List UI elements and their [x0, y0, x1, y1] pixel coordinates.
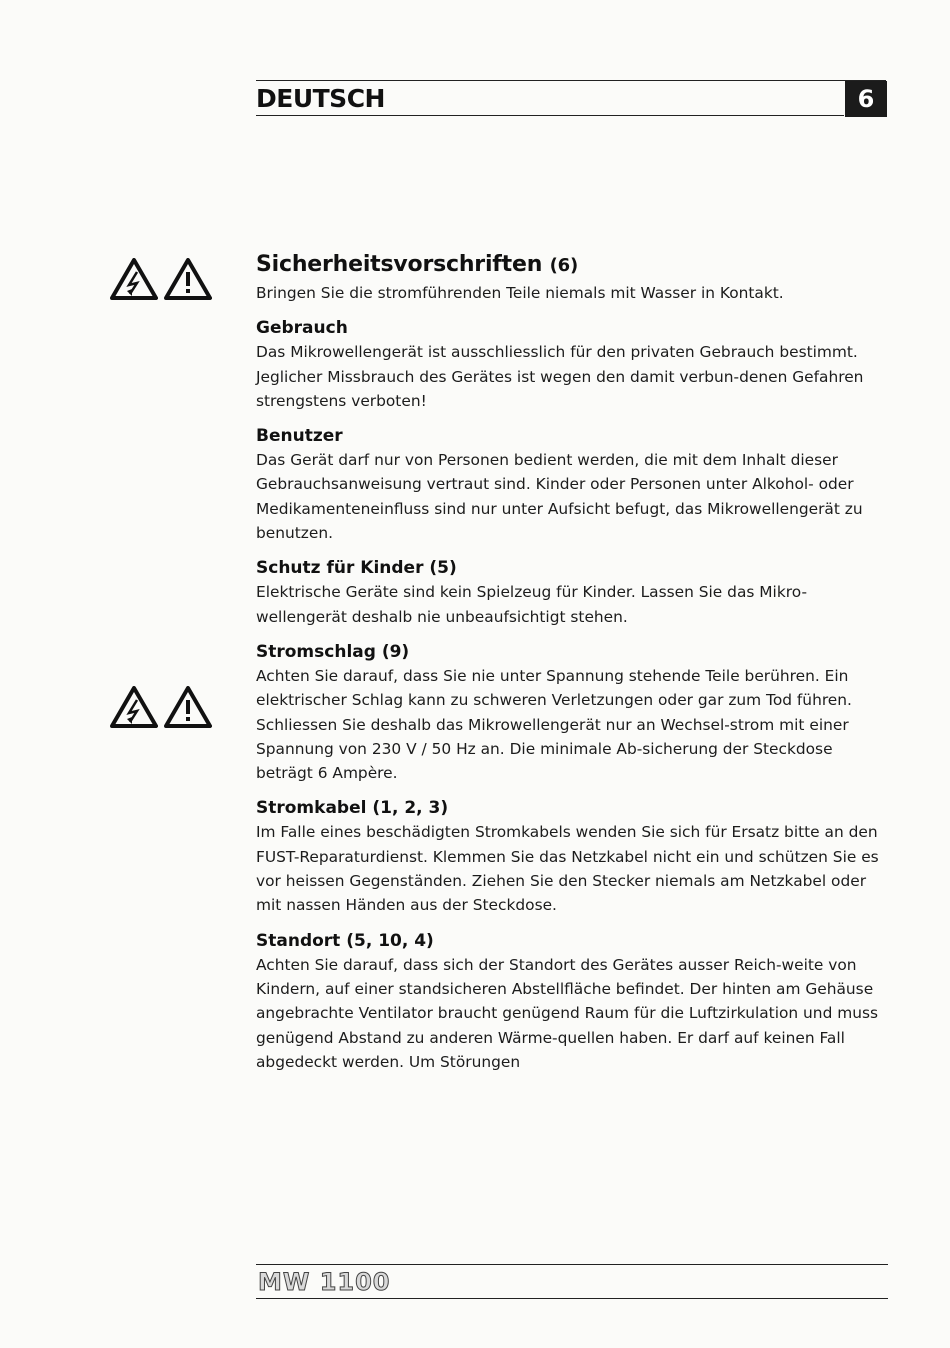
section-text: Das Mikrowellengerät ist ausschliesslich für den privaten Gebrauch bestimmt. Jeglicher Missbrauch des Gerätes ist wegen den damit verbun-denen Gefahren strengstens verboten! — [256, 343, 864, 410]
general-warning-icon — [164, 686, 212, 728]
section-stromkabel — [256, 798, 890, 917]
header-bottom-rule — [256, 115, 844, 116]
footer-top-rule — [256, 1264, 888, 1265]
section-title: Stromschlag (9) — [256, 641, 410, 662]
footer-bottom-rule — [256, 1298, 888, 1299]
section-schutz-fuer-kinder — [256, 558, 890, 629]
section-text: Achten Sie darauf, dass sich der Standort des Gerätes ausser Reich-weite von Kindern, auf einer standsicheren Abstellfläche befindet. Der hinten am Gehäuse angebrachte Ventilator braucht genügend Raum für die Luftzirkulation und muss genügend Abstand zu anderen Wärme-quellen haben. Er darf auf keinen Fall abgedeckt werden. Um Störungen — [256, 955, 879, 1071]
page-title: Sicherheitsvorschriften (6) — [256, 252, 579, 277]
page-number-badge: 6 — [845, 81, 887, 117]
header-top-rule — [256, 80, 886, 81]
electric-shock-warning-icon — [110, 686, 158, 728]
section-title: Standort (5, 10, 4) — [256, 930, 434, 951]
electric-shock-warning-icon — [110, 258, 158, 300]
section-text: Achten Sie darauf, dass Sie nie unter Spannung stehende Teile berühren. Ein elektrischer Schlag kann zu schweren Verletzungen oder gar zum Tod führen. Schliessen Sie deshalb das Mikrowellengerät nur an Wechsel-strom mit einer Spannung von 230 V / 50 Hz an. Die minimale Ab-sicherung der Steckdose beträgt 6 Ampère. — [256, 666, 852, 783]
section-title: Schutz für Kinder (5) — [256, 558, 457, 579]
section-text: Das Gerät darf nur von Personen bedient werden, die mit dem Inhalt dieser Gebrauchsanweisung vertraut sind. Kinder oder Personen unter Alkohol- oder Medikamenteneinfluss sind nur unter Aufsicht befugt, das Mikrowellengerät zu benutzen. — [256, 451, 863, 543]
warning-icons-group-1 — [110, 258, 212, 300]
section-title: Stromkabel (1, 2, 3) — [256, 798, 449, 819]
section-text: Im Falle eines beschädigten Stromkabels wenden Sie sich für Ersatz bitte an den FUST-Reparaturdienst. Klemmen Sie das Netzkabel nicht ein und schützen Sie es vor heissen Gegenständen. Ziehen Sie den Stecker niemals am Netzkabel oder mit nassen Händen aus der Steckdose. — [256, 823, 879, 915]
section-text: Elektrische Geräte sind kein Spielzeug für Kinder. Lassen Sie das Mikro-wellengerät deshalb nie unbeaufsichtigt stehen. — [256, 583, 807, 626]
section-safety-rules — [256, 252, 890, 305]
section-gebrauch — [256, 318, 890, 413]
section-title: Gebrauch — [256, 318, 348, 339]
warning-icons-group-2 — [110, 686, 212, 728]
title-reference: (6) — [549, 255, 579, 276]
general-warning-icon — [164, 258, 212, 300]
section-stromschlag — [256, 642, 890, 785]
section-title: Benutzer — [256, 426, 343, 447]
intro-text: Bringen Sie die stromführenden Teile niemals mit Wasser in Kontakt. — [256, 284, 784, 302]
model-name: MW 1100 — [258, 1268, 391, 1296]
main-content — [256, 252, 890, 1087]
language-heading: DEUTSCH — [256, 84, 385, 113]
section-benutzer — [256, 426, 890, 545]
section-standort — [256, 931, 890, 1074]
